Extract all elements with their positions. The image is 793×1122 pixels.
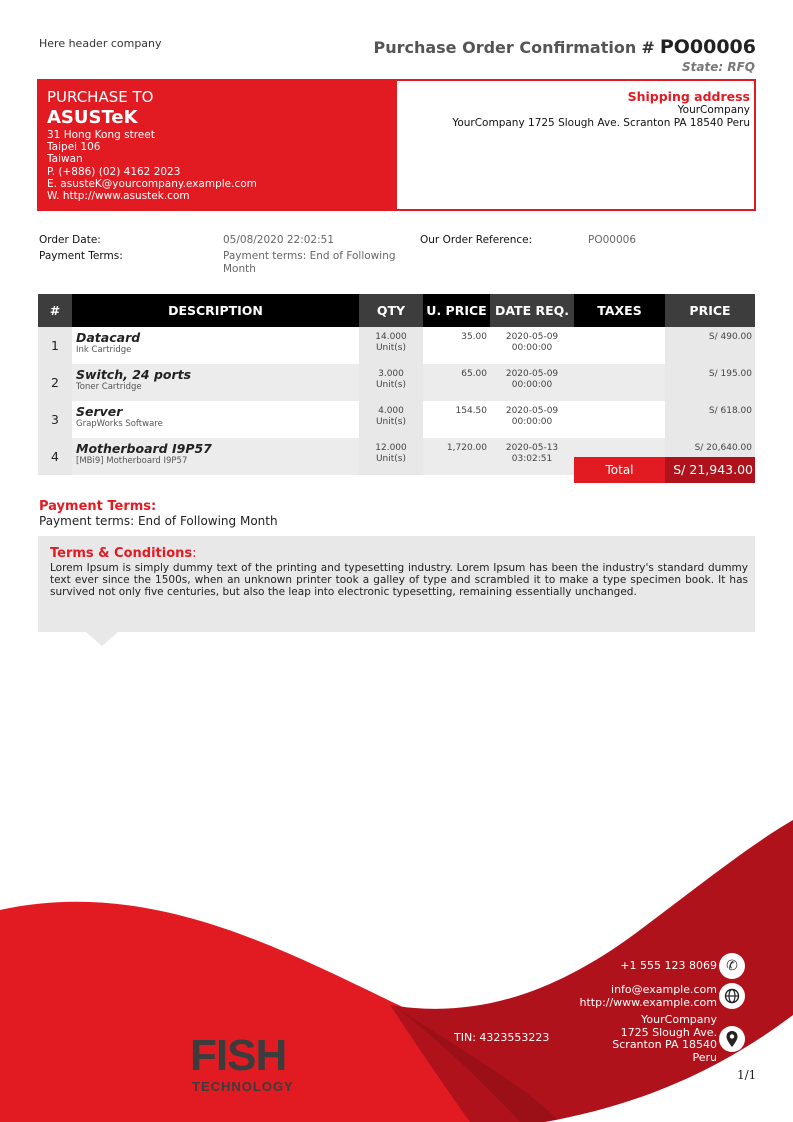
title-hash: # (641, 38, 655, 57)
line-unit-price: 35.00 (423, 327, 490, 364)
product-subtitle: Toner Cartridge (76, 382, 142, 392)
time-value: 00:00:00 (511, 380, 553, 390)
line-description (72, 438, 359, 475)
line-qty (359, 327, 423, 364)
payment-terms-text: Payment terms: End of Following Month (39, 514, 278, 528)
product-subtitle: GrapWorks Software (76, 419, 163, 429)
payment-terms-value: Payment terms: End of Following Month (223, 250, 396, 275)
vendor-city: Taipei 106 (47, 141, 101, 154)
line-price: S/ 490.00 (665, 327, 755, 364)
footer-address (612, 1014, 717, 1064)
qty-unit: Unit(s) (375, 454, 407, 464)
total-value: S/ 21,943.00 (665, 457, 755, 483)
qty-unit: Unit(s) (375, 343, 407, 353)
qty-unit: Unit(s) (375, 417, 407, 427)
col-header-date-req: DATE REQ. (490, 294, 574, 327)
line-date-req (490, 327, 574, 364)
table-row (38, 327, 755, 364)
purchase-to-title: PURCHASE TO (47, 88, 154, 106)
col-header-qty: QTY (359, 294, 423, 327)
col-header-taxes: TAXES (574, 294, 665, 327)
reference-label: Our Order Reference: (420, 234, 533, 246)
line-price: S/ 618.00 (665, 401, 755, 438)
product-name: Switch, 24 ports (76, 367, 192, 382)
time-value: 00:00:00 (511, 417, 553, 427)
time-value: 00:00:00 (511, 343, 553, 353)
date-value: 2020-05-09 (505, 369, 559, 379)
col-header-price: PRICE (665, 294, 755, 327)
header-company: Here header company (39, 37, 162, 50)
logo-fish-text: FISH (190, 1031, 287, 1080)
shipping-title: Shipping address (627, 89, 750, 104)
terms-title (50, 546, 197, 561)
order-lines-table (38, 294, 755, 475)
col-header-description: DESCRIPTION (72, 294, 359, 327)
vendor-email: E. asusteK@yourcompany.example.com (47, 177, 257, 190)
product-name: Datacard (76, 330, 141, 345)
terms-body: Lorem Ipsum is simply dummy text of the printing and typesetting industry. Lorem Ipsum has been the industry's standard dummy text ever since the 1500s, when an unknown printer took a galley of type and scrambled it to make a type specimen book. It has survived not only five centuries, but also the leap into electronic typesetting, remaining essentially unchanged. (50, 562, 748, 599)
vendor-country: Taiwan (47, 153, 83, 166)
line-description (72, 327, 359, 364)
total-label: Total (574, 457, 665, 483)
shipping-full-address: YourCompany 1725 Slough Ave. Scranton PA 18540 Peru (452, 116, 750, 129)
shipping-company: YourCompany (677, 104, 750, 116)
line-date-req (490, 401, 574, 438)
date-value: 2020-05-09 (505, 406, 559, 416)
terms-title-text: Terms & Conditions (50, 546, 193, 561)
time-value: 03:02:51 (511, 454, 553, 464)
line-date-req (490, 364, 574, 401)
order-number: PO00006 (659, 36, 756, 58)
line-date-req (490, 438, 574, 475)
vendor-name: ASUSTeK (47, 107, 138, 128)
table-row (38, 401, 755, 438)
footer-email: info@example.com (611, 983, 717, 996)
vendor-website: W. http://www.asustek.com (47, 190, 190, 203)
page-number: 1/1 (737, 1068, 757, 1082)
line-qty (359, 364, 423, 401)
product-subtitle: [MBi9] Motherboard I9P57 (76, 456, 188, 466)
order-date-value: 05/08/2020 22:02:51 (223, 234, 335, 246)
footer-website: http://www.example.com (579, 996, 717, 1009)
line-qty (359, 401, 423, 438)
date-value: 2020-05-13 (505, 443, 559, 453)
line-description (72, 401, 359, 438)
col-header-number: # (38, 294, 72, 327)
col-header-unit-price: U. PRICE (423, 294, 490, 327)
line-number: 2 (38, 364, 72, 401)
product-name: Motherboard I9P57 (76, 441, 212, 456)
vendor-address (47, 129, 257, 202)
line-unit-price: 65.00 (423, 364, 490, 401)
qty-value: 14.000 (375, 332, 407, 342)
terms-title-colon: : (192, 546, 197, 561)
vendor-phone: P. (+886) (02) 4162 2023 (47, 165, 181, 178)
product-subtitle: Ink Cartridge (76, 345, 132, 355)
line-taxes (574, 401, 665, 438)
phone-icon: ✆ (719, 953, 745, 979)
line-price: S/ 195.00 (665, 364, 755, 401)
qty-value: 4.000 (378, 406, 404, 416)
globe-icon (719, 983, 745, 1009)
line-number: 4 (38, 438, 72, 475)
reference-value: PO00006 (588, 234, 636, 246)
address-box (37, 79, 756, 211)
line-number: 3 (38, 401, 72, 438)
terms-box-tail (86, 632, 118, 646)
logo-tagline: TECHNOLOGY (192, 1079, 294, 1094)
line-unit-price: 1,720.00 (423, 438, 490, 475)
terms-box (38, 536, 755, 632)
line-price: S/ 20,640.00 (665, 438, 755, 475)
qty-value: 3.000 (378, 369, 404, 379)
qty-value: 12.000 (375, 443, 407, 453)
payment-terms-label: Payment Terms: (39, 250, 123, 262)
tin-number: TIN: 4323553223 (454, 1031, 550, 1044)
order-date-label: Order Date: (39, 234, 101, 246)
table-row (38, 364, 755, 401)
table-header-row (38, 294, 755, 327)
document-title (373, 36, 756, 58)
line-number: 1 (38, 327, 72, 364)
purchase-to-panel (39, 81, 397, 209)
vendor-street: 31 Hong Kong street (47, 129, 155, 141)
footer-address-street: 1725 Slough Ave. (620, 1025, 717, 1039)
order-state: State: RFQ (682, 60, 755, 74)
qty-unit: Unit(s) (375, 380, 407, 390)
logo-build-text: BUILD (39, 1031, 169, 1080)
product-name: Server (76, 404, 123, 419)
line-description (72, 364, 359, 401)
line-taxes (574, 364, 665, 401)
line-unit-price: 154.50 (423, 401, 490, 438)
line-taxes (574, 327, 665, 364)
footer-phone: +1 555 123 8069 (620, 959, 717, 972)
line-qty (359, 438, 423, 475)
footer-address-city: Scranton PA 18540 (612, 1038, 717, 1051)
date-value: 2020-05-09 (505, 332, 559, 342)
footer-address-company: YourCompany (641, 1013, 717, 1026)
footer-address-country: Peru (692, 1050, 717, 1064)
shipping-address (452, 89, 750, 129)
map-pin-icon (719, 1026, 745, 1052)
title-text: Purchase Order Confirmation (373, 38, 637, 57)
payment-terms-title: Payment Terms: (39, 499, 157, 514)
